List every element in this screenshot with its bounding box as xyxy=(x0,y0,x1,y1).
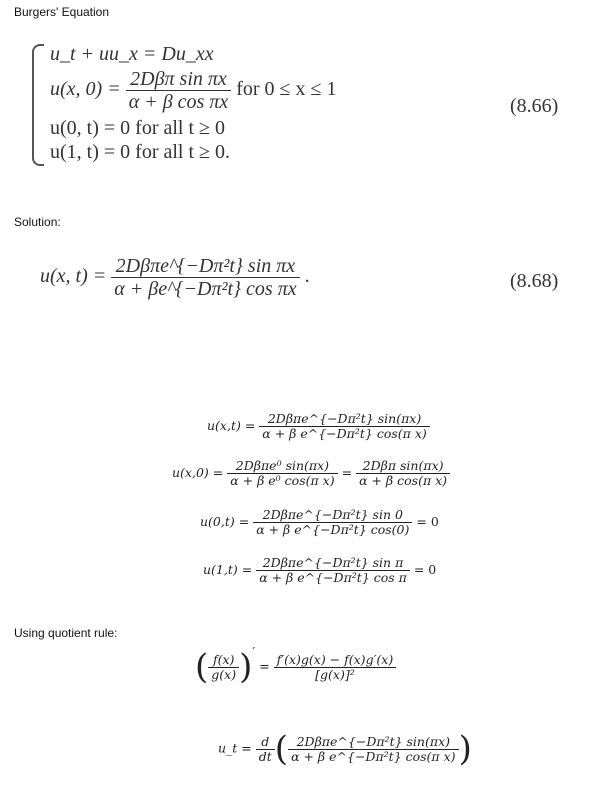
solution-fraction xyxy=(111,255,299,300)
ut-equation: u_t = $\frac{d}{dt}$ ( $\frac{\text{2Dβπe\textasciicircum{}\{−Dπ²t\} sin(πx)}}{\text{α + β e\textasciicircum{}\{−Dπ²t\} cos(π x)}}$ ) xyxy=(218,729,472,769)
quotient-rule-equation: ( $\frac{f(x)}{g(x)}$ )′ = $\frac{f'(x)g(x) - f(x)g'(x)}{\text{[g(x)]²}}$ xyxy=(195,650,396,684)
equation-tag-866: (8.66) xyxy=(510,95,559,117)
system-line-2 xyxy=(50,68,337,113)
ut-derivative-operator xyxy=(256,735,275,764)
system-line-2-cond: for 0 ≤ x ≤ 1 xyxy=(236,78,337,101)
derived-eq-4 xyxy=(203,556,436,585)
derived-eq-3-lhs: u(0,t) = xyxy=(200,513,250,529)
derived-eq-3-den: α + β e^{−Dπ²t} cos(0) xyxy=(253,522,412,537)
system-line-3: u(0, t) = 0 for all t ≥ 0 xyxy=(50,117,225,139)
quotient-rhs-fraction xyxy=(274,653,397,682)
solution-lhs: u(x, t) = xyxy=(40,265,107,288)
derived-eq-2-den-2: α + β cos(π x) xyxy=(356,473,450,488)
quotient-rhs-den: [g(x)]² xyxy=(274,667,397,682)
derived-eq-2-num-1: 2Dβπe⁰ sin(πx) xyxy=(235,458,330,473)
ut-num: 2Dβπe^{−Dπ²t} sin(πx) xyxy=(296,733,451,749)
system-line-2-num: 2Dβπ sin πx xyxy=(130,68,227,90)
derived-eq-1-lhs: u(x,t) = xyxy=(207,417,256,433)
title-heading: Burgers' Equation xyxy=(14,5,110,19)
derived-eq-4-num: 2Dβπe^{−Dπ²t} sin π xyxy=(262,555,404,570)
ut-d-num: d xyxy=(261,733,270,749)
solution-den: α + βe^{−Dπ²t} cos πx xyxy=(111,277,299,300)
derived-eq-2-lhs: u(x,0) = xyxy=(172,464,224,480)
system-line-2-den: α + β cos πx xyxy=(126,90,232,113)
derived-eq-4-lhs: u(1,t) = xyxy=(203,561,253,577)
system-line-1: u_t + uu_x = Du_xx xyxy=(50,43,214,65)
derived-eq-1-num: 2Dβπe^{−Dπ²t} sin(πx) xyxy=(267,411,422,426)
derived-eq-2-num-2: 2Dβπ sin(πx) xyxy=(362,458,444,473)
derived-eq-4-den: α + β e^{−Dπ²t} cos π xyxy=(256,570,410,585)
quotient-heading: Using quotient rule: xyxy=(14,626,118,640)
derived-eq-3-num: 2Dβπe^{−Dπ²t} sin 0 xyxy=(262,507,403,522)
system-brace xyxy=(32,44,44,166)
solution-num: 2Dβπe^{−Dπ²t} sin πx xyxy=(115,255,296,277)
system-line-4: u(1, t) = 0 for all t ≥ 0. xyxy=(50,141,230,163)
quotient-prime: ′ xyxy=(252,644,256,659)
derived-eq-2-fraction-1 xyxy=(227,459,337,488)
system-line-2-lhs: u(x, 0) = xyxy=(50,78,121,101)
derived-eq-2-fraction-2 xyxy=(356,459,450,488)
ut-lhs: u_t = xyxy=(218,740,252,756)
derived-eq-4-rhs: = 0 xyxy=(413,561,437,577)
ut-fraction xyxy=(288,735,459,764)
derived-eq-1-fraction xyxy=(259,412,430,441)
quotient-lhs-num: f(x) xyxy=(212,651,235,667)
solution-equation: u(x, t) = $\frac{\text{2Dβπe\textasciicircum{}\{−Dπ²t\} sin πx}}{\text{α + βe\textasciicircum{}\{−Dπ²t\} cos πx}}$ . xyxy=(40,255,310,300)
ut-d-den: dt xyxy=(256,749,275,764)
system-line-2-fraction xyxy=(126,68,232,113)
derived-eq-4-fraction xyxy=(256,556,410,585)
quotient-lhs-den: g(x) xyxy=(208,667,239,682)
ut-den: α + β e^{−Dπ²t} cos(π x) xyxy=(288,749,459,764)
derived-eq-3-fraction xyxy=(253,508,412,537)
quotient-rhs-num: f′(x)g(x) − f(x)g′(x) xyxy=(276,651,394,667)
derived-eq-1 xyxy=(207,412,430,441)
derived-eq-2: u(x,0) = $\frac{\text{2Dβπe⁰ sin(πx)}}{\text{α + β e⁰ cos(π x)}}$ = $\frac{\text{2Dβπ sin(πx)}}{\text{α + β cos(π x)}}$ xyxy=(172,459,450,488)
derived-eq-3 xyxy=(200,508,439,537)
derived-eq-1-den: α + β e^{−Dπ²t} cos(π x) xyxy=(259,426,430,441)
quotient-lhs-fraction xyxy=(208,653,239,682)
equation-tag-868: (8.68) xyxy=(510,270,559,292)
solution-heading: Solution: xyxy=(14,215,61,229)
derived-eq-2-den-1: α + β e⁰ cos(π x) xyxy=(227,473,337,488)
derived-eq-3-rhs: = 0 xyxy=(416,513,439,529)
